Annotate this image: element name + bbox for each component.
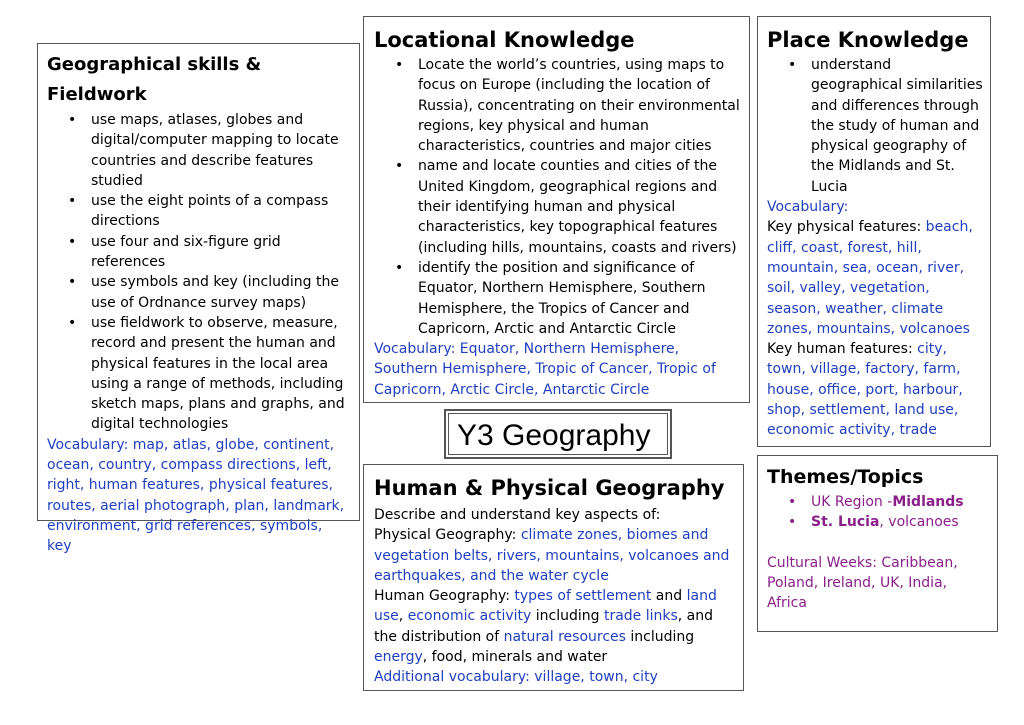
hp-term: trade links <box>603 608 678 625</box>
human-list: city, town, village, factory, farm, house, office, port, harbour, shop, settlement, land use, economic activity, trade <box>767 341 963 439</box>
place-title: Place Knowledge <box>767 28 969 52</box>
place-list <box>767 55 984 197</box>
human-label: Key human features: <box>767 341 913 358</box>
list-item: • identify the position and significance of Equator, Northern Hemisphere, Southern Hemisphere, the Tropics of Cancer and Capricorn, Arctic and Antarctic Circle <box>374 258 741 339</box>
list-item: • Locate the world’s countries, using maps to focus on Europe (including the location of Russia), concentrating on their environmental regions, key physical and human characteristics, countries and major cities <box>374 55 741 156</box>
hp-physical-list: climate zones, biomes and vegetation belts, rivers, mountains, volcanoes and earthquakes, and the water cycle <box>374 527 730 584</box>
place-knowledge-panel <box>757 16 991 447</box>
physical-list: beach, cliff, coast, forest, hill, mountain, sea, ocean, river, soil, valley, vegetation, season, weather, climate zones, mountains, volcanoes <box>767 219 973 337</box>
hp-human <box>374 586 737 667</box>
list-item: • name and locate counties and cities of the United Kingdom, geographical regions and their identifying human and physical characteristics, key topographical features (including hills, mountains, coasts and rivers) <box>374 156 741 257</box>
place-human-features <box>767 339 984 440</box>
geo-skills-panel <box>37 43 360 555</box>
list-item: • use symbols and key (including the use of Ordnance survey maps) <box>47 272 351 313</box>
geo-skills-list <box>47 110 351 435</box>
page-title: Y3 Geography <box>448 413 668 455</box>
hp-connector: , food, minerals and water <box>422 649 608 666</box>
locational-title: Locational Knowledge <box>374 28 635 52</box>
place-physical-features <box>767 217 984 339</box>
list-item: • use four and six-figure grid references <box>47 232 351 273</box>
themes-list <box>767 492 991 533</box>
geo-skills-title: Geographical skills & Fieldwork <box>47 54 262 105</box>
list-item: • use maps, atlases, globes and digital/computer mapping to locate countries and describe features studied <box>47 110 351 191</box>
themes-title: Themes/Topics <box>767 466 924 488</box>
hp-term: economic activity <box>407 608 532 625</box>
human-physical-title: Human & Physical Geography <box>374 476 725 500</box>
theme-bold: Midlands <box>892 494 964 510</box>
hp-connector: , and the distribution of <box>374 608 714 645</box>
hp-physical-label: Physical Geography: <box>374 527 521 544</box>
hp-term: types of settlement <box>514 588 652 605</box>
geo-vocabulary: Vocabulary: map, atlas, globe, continent, ocean, country, compass directions, left, right, human features, physical features, routes, aerial photograph, plan, landmark, environment, grid references, symbols, key <box>47 436 345 555</box>
theme-rest: , volcanoes <box>879 514 959 531</box>
hp-human-label: Human Geography: <box>374 588 515 605</box>
hp-intro: Describe and understand key aspects of: <box>374 507 661 523</box>
locational-list <box>374 55 741 339</box>
physical-label: Key physical features: <box>767 219 922 236</box>
list-item <box>767 512 991 532</box>
place-vocab-label: Vocabulary: <box>767 199 849 216</box>
hp-term: natural resources <box>503 628 626 645</box>
hp-connector: including <box>625 628 695 645</box>
list-item <box>767 492 991 512</box>
hp-connector: , <box>398 608 404 625</box>
locational-knowledge-panel <box>363 16 750 403</box>
cultural-weeks: Cultural Weeks: Caribbean, Poland, Ireland, UK, India, Africa <box>767 554 958 612</box>
hp-connector: and <box>651 588 687 605</box>
page-title-box <box>444 409 672 459</box>
hp-additional-vocabulary: Additional vocabulary: village, town, city <box>374 669 658 686</box>
locational-vocabulary: Vocabulary: Equator, Northern Hemisphere, Southern Hemisphere, Tropic of Cancer, Tropic of Capricorn, Arctic Circle, Antarctic Circle <box>374 341 716 398</box>
list-item: • understand geographical similarities and differences through the study of human and physical geography of the Midlands and St. Lucia <box>767 55 984 197</box>
hp-connector: including <box>531 608 604 625</box>
hp-term: energy <box>374 649 423 666</box>
human-physical-panel <box>363 464 744 691</box>
theme-prefix: UK Region - <box>811 494 893 510</box>
hp-term: land use <box>374 588 717 625</box>
list-item: • use the eight points of a compass directions <box>47 191 351 232</box>
hp-physical <box>374 525 737 586</box>
themes-panel <box>757 455 998 632</box>
list-item: • use fieldwork to observe, measure, record and present the human and physical features in the local area using a range of methods, including sketch maps, plans and graphs, and digital technologies <box>47 313 351 435</box>
spacer <box>767 533 991 553</box>
theme-bold: St. Lucia <box>811 514 880 531</box>
